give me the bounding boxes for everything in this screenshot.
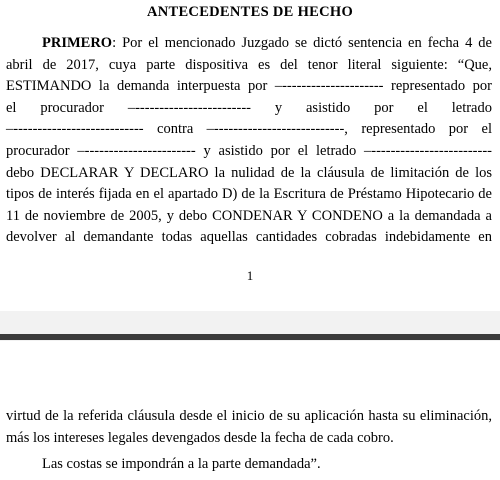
line-text: : Por el mencionado Juzgado se dictó sentencia en fecha 4 de bbox=[112, 35, 492, 51]
text-line: procurador –----------------------- y asistido por el letrado –------------------------- bbox=[6, 142, 492, 159]
paragraph-lead: PRIMERO bbox=[42, 35, 113, 51]
text-line: más los intereses legales devengados desde la fecha de cada cobro. bbox=[6, 429, 394, 446]
text-line: el procurador –------------------------ y asistido por el letrado bbox=[6, 99, 492, 116]
text-line: debo DECLARAR Y DECLARO la nulidad de la cláusula de limitación de los bbox=[6, 164, 492, 181]
text-line: –--------------------------- contra –---------------------------, representado por el bbox=[6, 121, 492, 138]
section-heading: ANTECEDENTES DE HECHO bbox=[146, 4, 354, 20]
paragraph-costs: Las costas se impondrán a la parte demandada”. bbox=[42, 456, 321, 472]
text-line: 11 de noviembre de 2005, y debo CONDENAR Y CONDENO a la demandada a bbox=[6, 207, 492, 224]
text-line: virtud de la referida cláusula desde el inicio de su aplicación hasta su eliminación, bbox=[6, 408, 492, 424]
text-line: ESTIMANDO la demanda interpuesta por –--------------------- representado por bbox=[6, 78, 492, 95]
text-line bbox=[6, 33, 492, 55]
paragraph-primero bbox=[6, 33, 492, 249]
page-number: 1 bbox=[246, 268, 254, 283]
text-line: abril de 2017, cuya parte dispositiva es del tenor literal siguiente: “Que, bbox=[6, 56, 492, 73]
text-line: devolver al demandante todas aquellas cantidades cobradas indebidamente en bbox=[6, 229, 492, 246]
text-line: tipos de interés fijada en el apartado D) de la Escritura de Préstamo Hipotecario de bbox=[6, 186, 492, 203]
page-separator bbox=[0, 334, 500, 340]
paragraph-continuation bbox=[6, 406, 492, 449]
